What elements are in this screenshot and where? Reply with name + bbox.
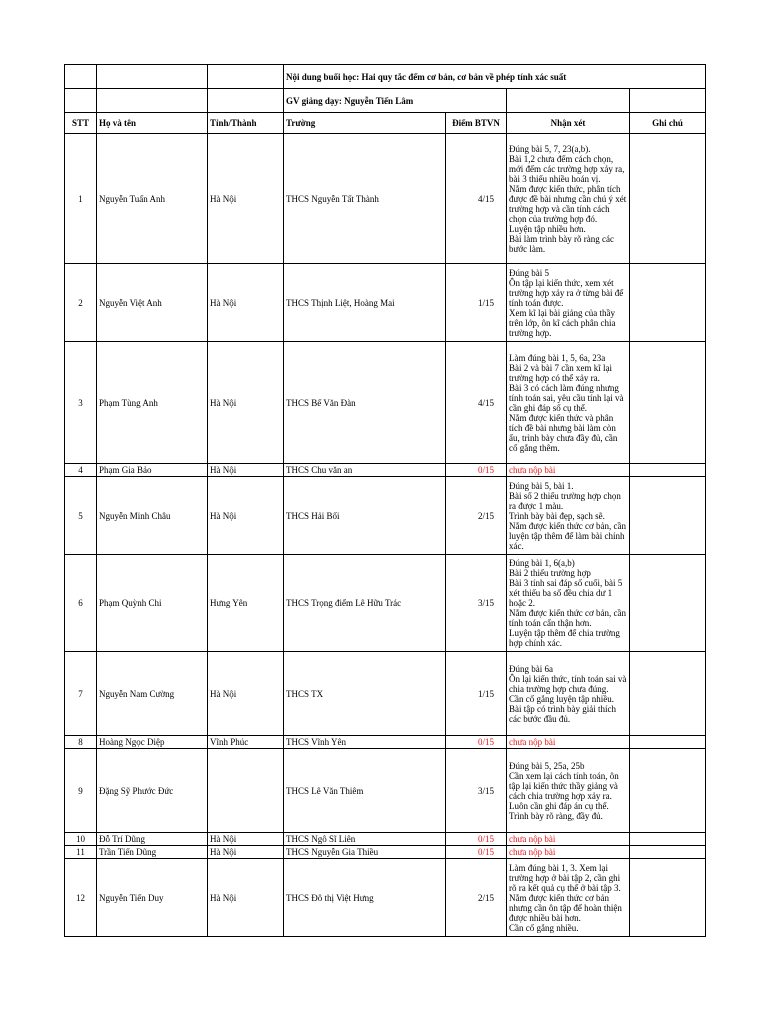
col-header-comment[interactable]: Nhận xét <box>507 113 630 134</box>
table-row <box>65 264 706 342</box>
comment-line: Bài 2 và bài 7 cần xem kĩ lại trường hợp có thể xảy ra. <box>509 362 612 383</box>
cell[interactable] <box>97 65 208 89</box>
column-header-row <box>65 113 706 134</box>
comment-line: Cần cố gắng luyện tập nhiều. <box>509 693 614 704</box>
comment-line: Cần xem lại cách tính toán, ôn tập lại kiến thức thầy giảng và cách chia trường hợp xảy ra. <box>509 770 619 801</box>
title-row-teacher <box>65 89 706 113</box>
cell-comment[interactable] <box>507 555 630 652</box>
comment-line: Làm đúng bài 1, 5, 6a, 23a <box>509 352 606 363</box>
cell-province[interactable]: Hà Nội <box>208 833 284 846</box>
cell-score[interactable]: 0/15 <box>446 846 507 859</box>
comment-line: Luyện tập thêm để chia trường hợp chính xác. <box>509 628 620 648</box>
cell[interactable] <box>630 89 706 113</box>
col-header-province[interactable]: Tỉnh/Thành <box>208 113 284 134</box>
table-row <box>65 736 706 749</box>
cell[interactable] <box>65 89 97 113</box>
cell-province[interactable]: Hà Nội <box>208 846 284 859</box>
cell-score[interactable]: 1/15 <box>446 264 507 342</box>
cell-score[interactable]: 2/15 <box>446 859 507 937</box>
cell-score[interactable]: 0/15 <box>446 736 507 749</box>
cell[interactable] <box>507 89 630 113</box>
comment-line: Đúng bài 6a <box>509 663 553 674</box>
title-row-lesson <box>65 65 706 89</box>
comment-line: Bài tập có trình bày giải thích các bước đầu đủ. <box>509 703 616 724</box>
cell-note[interactable] <box>630 464 706 477</box>
cell-school[interactable]: THCS Lê Văn Thiêm <box>284 749 446 833</box>
cell-note[interactable] <box>630 652 706 736</box>
table-row <box>65 342 706 464</box>
col-header-note[interactable]: Ghi chú <box>630 113 706 134</box>
cell-comment[interactable] <box>507 134 630 264</box>
comment-line: Luyện tập nhiều hơn. <box>509 223 586 234</box>
cell-school[interactable]: THCS Chu văn an <box>284 464 446 477</box>
teacher-name[interactable]: GV giảng dạy: Nguyễn Tiến Lâm <box>284 89 507 113</box>
cell-stt[interactable]: 6 <box>65 555 97 652</box>
cell-note[interactable] <box>630 833 706 846</box>
cell-comment[interactable] <box>507 264 630 342</box>
comment-line: Bài 3 có cách làm đúng nhưng tính toán sai, yêu cầu tính lại và cần ghi đáp số cụ thể. <box>509 382 624 413</box>
col-header-stt[interactable]: STT <box>65 113 97 134</box>
comment-line: Bài 2 thiếu trường hợp <box>509 568 591 578</box>
cell-province[interactable]: Hà Nội <box>208 477 284 555</box>
comment-line: Nắm được kiến thức cơ bản, cần tính toán cẩn thận hơn. <box>509 608 626 628</box>
cell-note[interactable] <box>630 555 706 652</box>
comment-line: Bài số 2 thiếu trường hợp chọn ra được 1 màu. <box>509 490 621 511</box>
cell-stt[interactable]: 9 <box>65 749 97 833</box>
comment-line: Xem kĩ lại bài giảng của thầy trên lớp, ôn kĩ cách phân chia trường hợp. <box>509 307 616 338</box>
table-row <box>65 652 706 736</box>
cell-comment[interactable] <box>507 477 630 555</box>
cell-school[interactable]: THCS Hải Bối <box>284 477 446 555</box>
cell-province[interactable] <box>208 749 284 833</box>
cell-stt[interactable]: 4 <box>65 464 97 477</box>
comment-line: Luôn cần ghi đáp án cụ thể. <box>509 800 609 811</box>
cell-stt[interactable]: 11 <box>65 846 97 859</box>
comment-line: chưa nộp bài <box>509 465 556 475</box>
table-row <box>65 477 706 555</box>
comment-line: Nắm được kiến thức, phân tích được đề bài nhưng cần chú ý xét trường hợp và cần tính cách chọn của trường hợp đó. <box>509 183 627 224</box>
comment-line: Đúng bài 1, 6(a,b) <box>509 558 575 568</box>
cell-name[interactable]: Nguyễn Tuấn Anh <box>97 134 208 264</box>
comment-line: Bài 1,2 chưa đếm cách chọn, mới đếm các trường hợp xảy ra, bài 3 thiếu nhiều hoán vị. <box>509 153 625 184</box>
comment-line: Đúng bài 5, 7, 23(a,b). <box>509 143 591 154</box>
cell[interactable] <box>208 89 284 113</box>
table-row <box>65 859 706 937</box>
cell-province[interactable]: Hà Nội <box>208 342 284 464</box>
cell-comment[interactable] <box>507 652 630 736</box>
col-header-name[interactable]: Họ và tên <box>97 113 208 134</box>
cell-score[interactable]: 3/15 <box>446 555 507 652</box>
cell-province[interactable]: Hà Nội <box>208 464 284 477</box>
comment-line: Đúng bài 5 <box>509 267 549 278</box>
cell-stt[interactable]: 8 <box>65 736 97 749</box>
cell-comment[interactable] <box>507 749 630 833</box>
cell-score[interactable]: 0/15 <box>446 464 507 477</box>
cell-school[interactable]: THCS Nguyễn Gia Thiều <box>284 846 446 859</box>
cell-school[interactable]: THCS Đô thị Việt Hưng <box>284 859 446 937</box>
comment-line: Ôn tập lại kiến thức, xem xét trường hợp xảy ra ở từng bài để tính toán được. <box>509 277 624 308</box>
comment-line: Đúng bài 5, 25a, 25b <box>509 760 585 771</box>
cell-school[interactable]: THCS Ngô Sĩ Liên <box>284 833 446 846</box>
cell-school[interactable]: THCS Thịnh Liệt, Hoàng Mai <box>284 264 446 342</box>
cell-stt[interactable]: 10 <box>65 833 97 846</box>
comment-line: chưa nộp bài <box>509 737 556 747</box>
cell-name[interactable]: Nguyễn Tiến Duy <box>97 859 208 937</box>
cell-stt[interactable]: 5 <box>65 477 97 555</box>
cell-stt[interactable]: 1 <box>65 134 97 264</box>
cell-note[interactable] <box>630 749 706 833</box>
cell-comment[interactable] <box>507 859 630 937</box>
cell-comment[interactable] <box>507 736 630 749</box>
lesson-content[interactable]: Nội dung buổi học: Hai quy tắc đếm cơ bản, cơ bản về phép tính xác suất <box>284 65 706 89</box>
comment-line: Trình bày rõ ràng, đầy đủ. <box>509 810 603 821</box>
cell-comment[interactable] <box>507 342 630 464</box>
cell-score[interactable]: 4/15 <box>446 134 507 264</box>
cell[interactable] <box>208 65 284 89</box>
table-row <box>65 749 706 833</box>
cell[interactable] <box>97 89 208 113</box>
cell-name[interactable]: Hoàng Ngọc Diệp <box>97 736 208 749</box>
cell-name[interactable]: Trần Tiến Dũng <box>97 846 208 859</box>
cell-province[interactable]: Hà Nội <box>208 652 284 736</box>
table-row <box>65 833 706 846</box>
col-header-school[interactable]: Trường <box>284 113 446 134</box>
cell-province[interactable]: Hưng Yên <box>208 555 284 652</box>
comment-line: Cần cố gắng nhiều. <box>509 922 579 933</box>
cell-stt[interactable]: 3 <box>65 342 97 464</box>
cell-name[interactable]: Phạm Gia Bảo <box>97 464 208 477</box>
cell-school[interactable]: THCS TX <box>284 652 446 736</box>
cell-stt[interactable]: 2 <box>65 264 97 342</box>
cell-score[interactable]: 1/15 <box>446 652 507 736</box>
cell-comment[interactable] <box>507 846 630 859</box>
cell-name[interactable]: Nguyễn Nam Cường <box>97 652 208 736</box>
cell-note[interactable] <box>630 846 706 859</box>
cell-province[interactable]: Vĩnh Phúc <box>208 736 284 749</box>
cell-school[interactable]: THCS Trọng điểm Lê Hữu Trác <box>284 555 446 652</box>
cell-score[interactable]: 4/15 <box>446 342 507 464</box>
cell-name[interactable]: Nguyễn Việt Anh <box>97 264 208 342</box>
cell-stt[interactable]: 7 <box>65 652 97 736</box>
table-row <box>65 846 706 859</box>
cell[interactable] <box>65 65 97 89</box>
comment-line: Đúng bài 5, bài 1. <box>509 480 574 491</box>
comment-line: Nắm được kiến thức và phân tích đề bài nhưng bài làm còn ẩu, trình bày chưa đầy đủ, cần cố gắng thêm. <box>509 412 618 453</box>
grades-table <box>64 64 706 937</box>
cell-comment[interactable] <box>507 464 630 477</box>
cell-school[interactable]: THCS Nguyễn Tất Thành <box>284 134 446 264</box>
comment-line: Nắm được kiến thức cơ bản, cần luyện tập thêm để làm bài chính xác. <box>509 520 626 551</box>
cell-name[interactable]: Phạm Quỳnh Chi <box>97 555 208 652</box>
cell-province[interactable]: Hà Nội <box>208 134 284 264</box>
comment-line: Trình bày bài đẹp, sạch sẽ. <box>509 510 605 521</box>
cell-note[interactable] <box>630 859 706 937</box>
cell-note[interactable] <box>630 477 706 555</box>
comment-line: Bài làm trình bày rõ ràng các bước làm. <box>509 233 614 254</box>
comment-line: Làm đúng bài 1, 3. Xem lại trường hợp ở bài tập 2, cần ghi rõ ra kết quả cụ thể ở bài tập 3. Nắm được kiến thức cơ bản nhưng cần ôn tập để hoàn thiện được nhiều bài hơn. <box>509 862 622 923</box>
table-row <box>65 555 706 652</box>
cell-name[interactable]: Phạm Tùng Anh <box>97 342 208 464</box>
cell-note[interactable] <box>630 134 706 264</box>
cell-score[interactable]: 3/15 <box>446 749 507 833</box>
cell-province[interactable]: Hà Nội <box>208 264 284 342</box>
comment-line: Ôn lại kiến thức, tính toán sai và chia trường hợp chưa đúng. <box>509 673 627 694</box>
cell-note[interactable] <box>630 342 706 464</box>
cell-name[interactable]: Đỗ Trí Dũng <box>97 833 208 846</box>
table-row <box>65 464 706 477</box>
comment-line: chưa nộp bài <box>509 834 556 844</box>
comment-line: Bài 3 tính sai đáp số cuối, bài 5 xét thiếu ba số đều chia dư 1 hoặc 2. <box>509 578 623 608</box>
comment-line: chưa nộp bài <box>509 847 556 857</box>
cell-school[interactable]: THCS Bế Văn Đàn <box>284 342 446 464</box>
cell-stt[interactable]: 12 <box>65 859 97 937</box>
cell-school[interactable]: THCS Vĩnh Yên <box>284 736 446 749</box>
cell-note[interactable] <box>630 264 706 342</box>
cell-note[interactable] <box>630 736 706 749</box>
cell-score[interactable]: 2/15 <box>446 477 507 555</box>
col-header-score[interactable]: Điểm BTVN <box>446 113 507 134</box>
cell-name[interactable]: Đặng Sỹ Phước Đức <box>97 749 208 833</box>
cell-name[interactable]: Nguyễn Minh Châu <box>97 477 208 555</box>
cell-comment[interactable] <box>507 833 630 846</box>
cell-province[interactable]: Hà Nội <box>208 859 284 937</box>
table-row <box>65 134 706 264</box>
cell-score[interactable]: 0/15 <box>446 833 507 846</box>
